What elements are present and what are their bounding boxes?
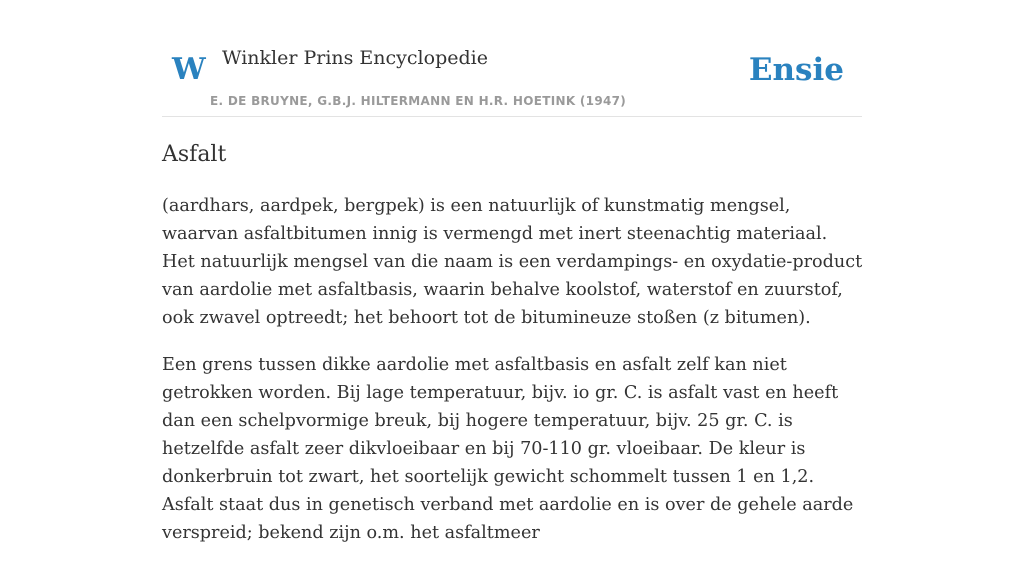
source-logo-link[interactable]: W bbox=[172, 52, 206, 87]
source-header bbox=[162, 0, 862, 117]
brand-logo-link[interactable]: Ensie bbox=[748, 52, 844, 88]
source-authors: E. DE BRUYNE, G.B.J. HILTERMANN EN H.R. HOETINK (1947) bbox=[210, 94, 627, 108]
article-body bbox=[162, 192, 865, 566]
source-title[interactable]: Winkler Prins Encyclopedie bbox=[222, 47, 488, 69]
article-title: Asfalt bbox=[162, 142, 227, 167]
article-paragraph: Een grens tussen dikke aardolie met asfaltbasis en asfalt zelf kan niet getrokken worden. Bij lage temperatuur, bijv. io gr. C. is asfalt vast en heeft dan een schelpvormige breuk, bij hogere temperatuur, bijv. 25 gr. C. is hetzelfde asfalt zeer dikvloeibaar en bij 70-110 gr. vloeibaar. De kleur is donkerbruin tot zwart, het soortelijk gewicht schommelt tussen 1 en 1,2. Asfalt staat dus in genetisch verband met aardolie en is over de gehele aarde verspreid; bekend zijn o.m. het asfaltmeer bbox=[162, 355, 854, 543]
article-paragraph: (aardhars, aardpek, bergpek) is een natuurlijk of kunstmatig mengsel, waarvan asfaltbitumen innig is vermengd met inert steenachtig materiaal. Het natuurlijk mengsel van die naam is een verdampings- en oxydatie-product van aardolie met asfaltbasis, waarin behalve koolstof, waterstof en zuurstof, ook zwavel optreedt; het behoort tot de bitumineuze stoßen (z bitumen). bbox=[162, 196, 863, 328]
